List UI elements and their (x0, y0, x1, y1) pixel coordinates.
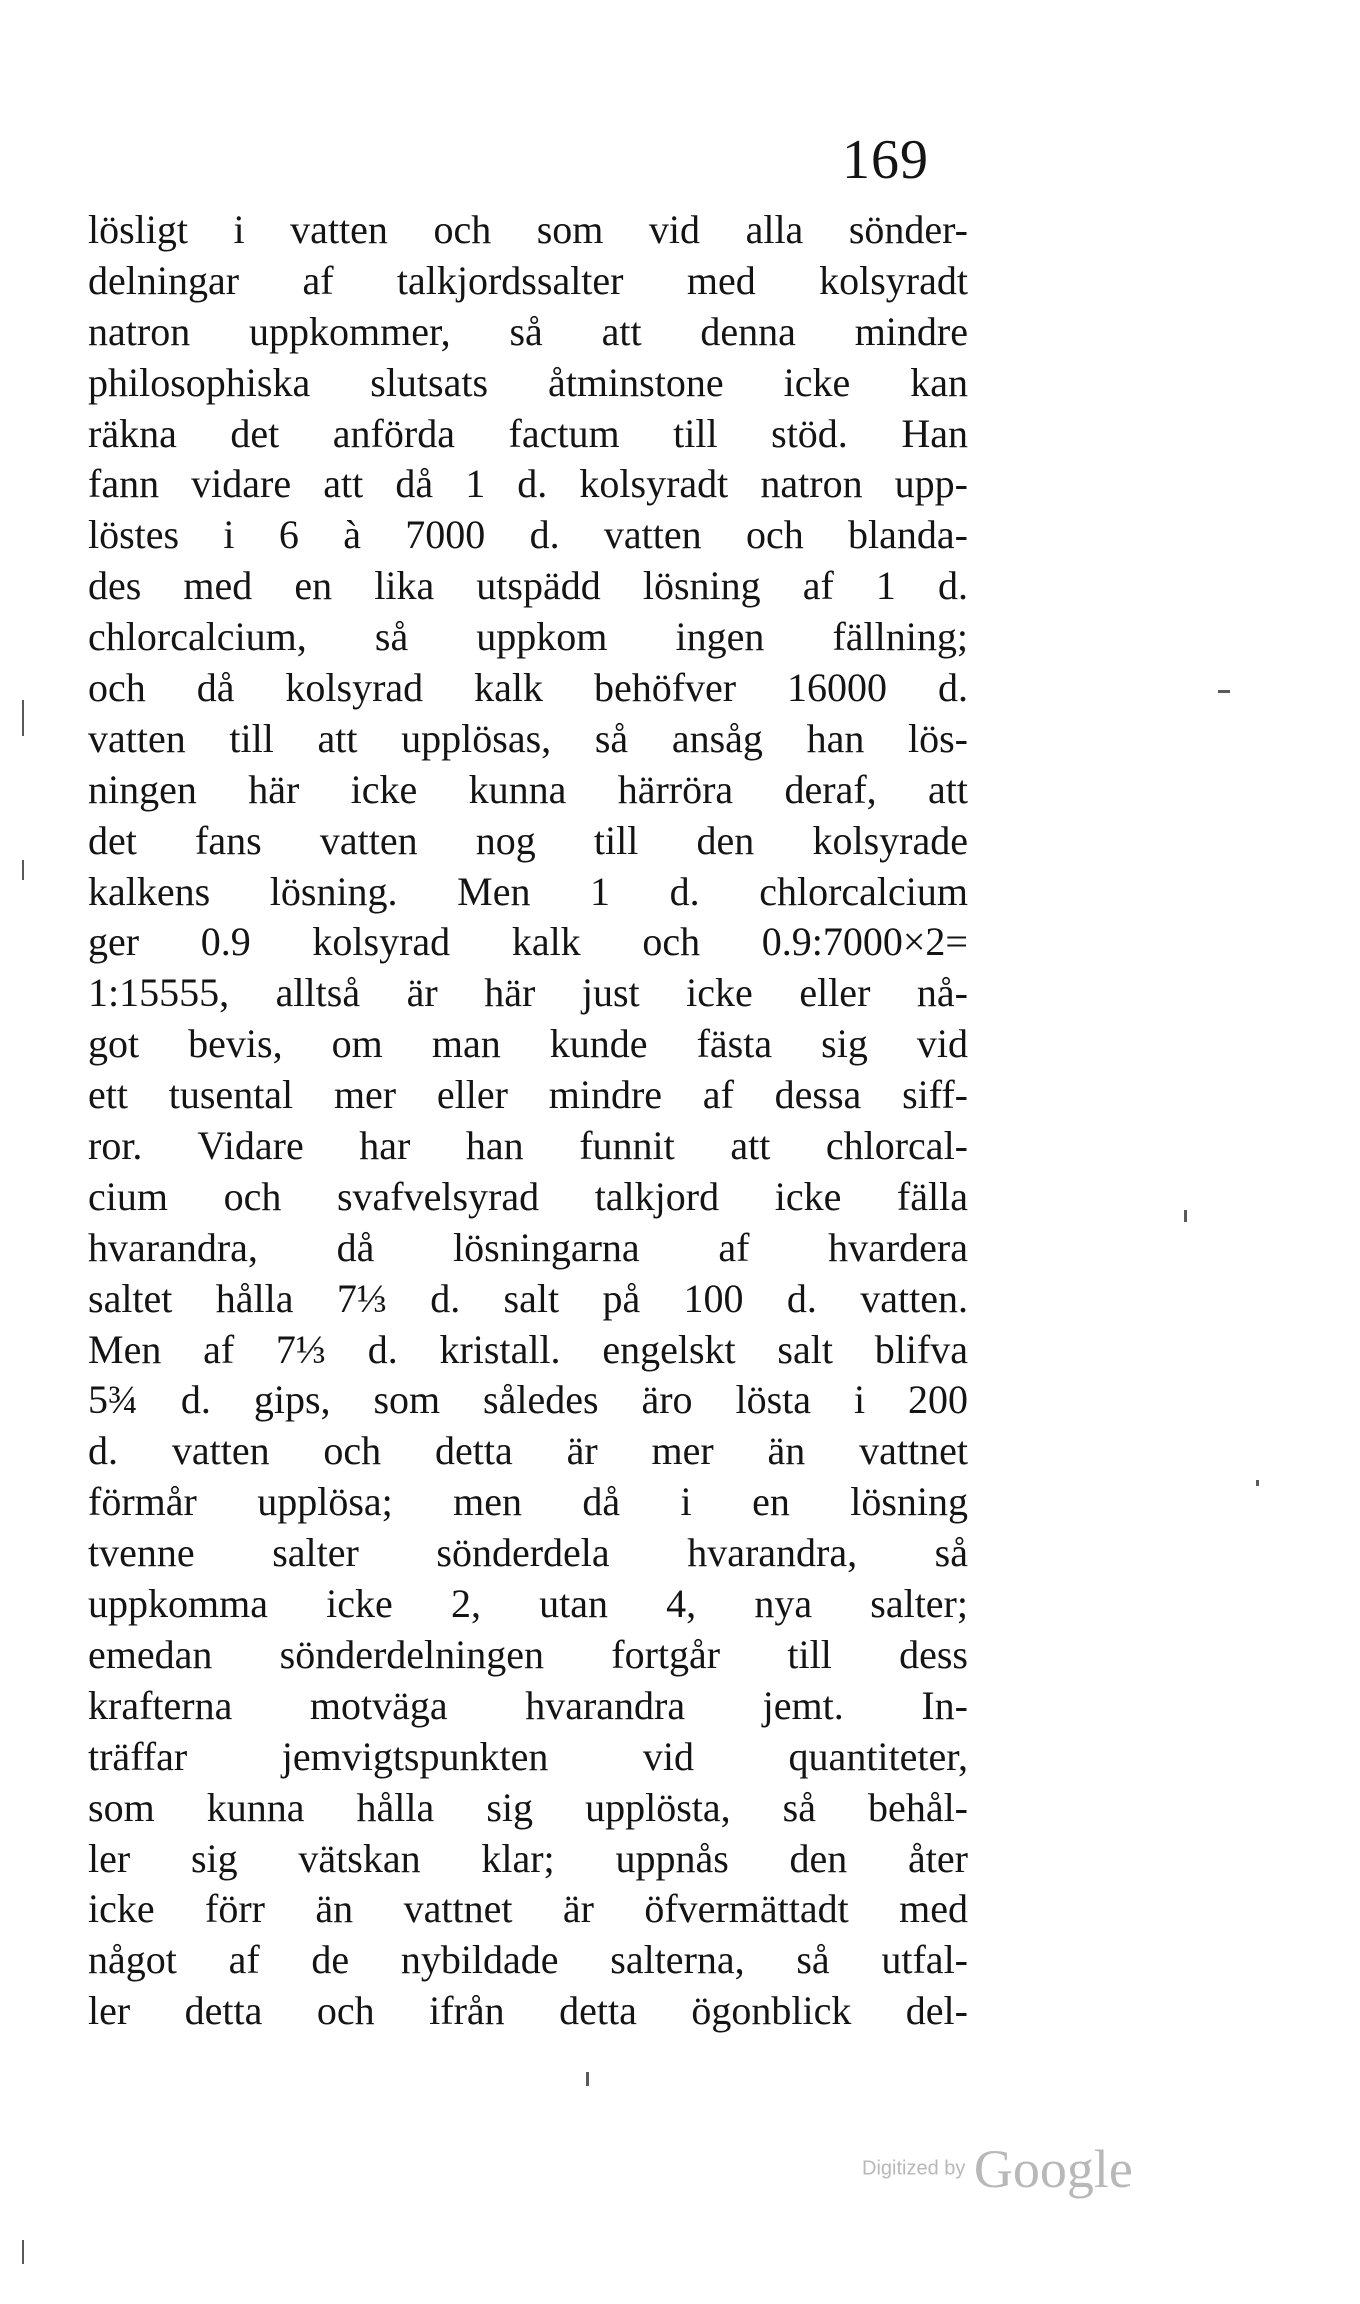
text-line: krafterna motväga hvarandra jemt. In- (88, 1682, 968, 1728)
text-line: delningar af talkjordssalter med kolsyradt (88, 257, 968, 303)
scan-speck (22, 700, 24, 736)
scan-speck (1218, 690, 1230, 693)
text-line: 1:15555, alltså är här just icke eller nå- (88, 970, 968, 1016)
text-line: räkna det anförda factum till stöd. Han (88, 410, 968, 456)
text-line: hvarandra, då lösningarna af hvardera (88, 1224, 968, 1270)
text-line: emedan sönderdelningen fortgår till dess (88, 1631, 968, 1677)
text-line: ningen här icke kunna härröra deraf, att (88, 766, 968, 812)
text-line: ler detta och ifrån detta ögonblick del- (88, 1988, 968, 2034)
text-line: lösligt i vatten och som vid alla sönder- (88, 207, 968, 252)
text-line: Men af 7⅓ d. kristall. engelskt salt blifva (88, 1326, 968, 1372)
watermark (862, 2138, 1133, 2200)
text-line: natron uppkommer, så att denna mindre (88, 308, 968, 354)
text-line: något af de nybildade salterna, så utfal- (88, 1937, 968, 1983)
text-line: ett tusental mer eller mindre af dessa siff- (88, 1072, 968, 1118)
text-line: kalkens lösning. Men 1 d. chlorcalcium (88, 868, 968, 914)
scan-speck (1256, 1480, 1259, 1486)
scan-speck (1184, 1210, 1187, 1222)
text-line: som kunna hålla sig upplösta, så behål- (88, 1784, 968, 1830)
text-line: uppkomma icke 2, utan 4, nya salter; (88, 1581, 968, 1627)
text-line: fann vidare att då 1 d. kolsyradt natron upp- (88, 461, 968, 507)
text-line: löstes i 6 à 7000 d. vatten och blanda- (88, 512, 968, 558)
text-line: förmår upplösa; men då i en lösning (88, 1479, 968, 1525)
body-text (88, 205, 968, 2037)
watermark-prefix: Digitized by (862, 2157, 966, 2180)
text-line: got bevis, om man kunde fästa sig vid (88, 1021, 968, 1067)
google-logo: Google (973, 2139, 1133, 2199)
text-line: philosophiska slutsats åtminstone icke kan (88, 359, 968, 405)
text-line: vatten till att upplösas, så ansåg han lös- (88, 715, 968, 761)
text-line: 5¾ d. gips, som således äro lösta i 200 (88, 1377, 968, 1423)
text-line: tvenne salter sönderdela hvarandra, så (88, 1530, 968, 1576)
scan-speck (586, 2072, 589, 2086)
text-line: ror. Vidare har han funnit att chlorcal- (88, 1123, 968, 1169)
text-line: chlorcalcium, så uppkom ingen fällning; (88, 614, 968, 660)
text-line: det fans vatten nog till den kolsyrade (88, 817, 968, 863)
text-line: ger 0.9 kolsyrad kalk och 0.9:7000×2= (88, 919, 968, 965)
text-line: träffar jemvigtspunkten vid quantiteter, (88, 1733, 968, 1779)
text-line: och då kolsyrad kalk behöfver 16000 d. (88, 665, 968, 711)
text-line: d. vatten och detta är mer än vattnet (88, 1428, 968, 1474)
text-line: ler sig vätskan klar; uppnås den åter (88, 1835, 968, 1881)
scan-speck (22, 2240, 24, 2264)
text-line: icke förr än vattnet är öfvermättadt med (88, 1886, 968, 1932)
page-number: 169 (842, 129, 929, 191)
text-line: saltet hålla 7⅓ d. salt på 100 d. vatten. (88, 1275, 968, 1321)
scan-speck (22, 860, 24, 880)
text-line: cium och svafvelsyrad talkjord icke fälla (88, 1173, 968, 1219)
text-line: des med en lika utspädd lösning af 1 d. (88, 563, 968, 609)
